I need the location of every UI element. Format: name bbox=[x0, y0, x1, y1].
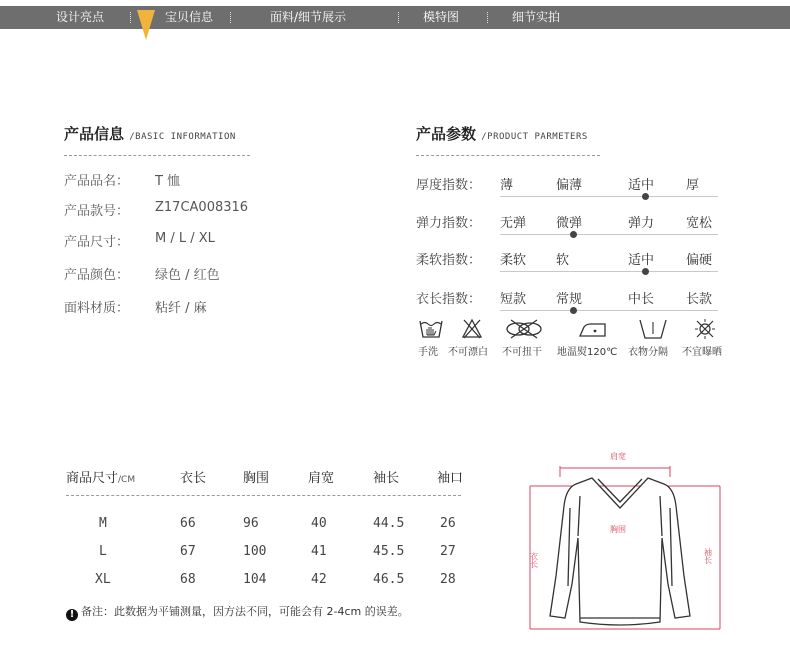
info-row-size bbox=[64, 231, 215, 250]
measure-cell: 100 bbox=[243, 544, 267, 559]
shoulder-label: 肩宽 bbox=[610, 452, 626, 461]
nav-separator bbox=[398, 12, 399, 23]
param-option: 短款 bbox=[500, 292, 527, 307]
param-option: 厚 bbox=[686, 178, 700, 193]
sleeve-label: 袖长 bbox=[703, 548, 713, 564]
param-scale-line bbox=[500, 271, 718, 272]
param-option: 无弹 bbox=[500, 216, 527, 231]
param-label: 弹力指数： bbox=[416, 216, 482, 231]
param-option: 偏硬 bbox=[686, 253, 713, 268]
measure-cell: 104 bbox=[243, 572, 267, 587]
column-header-length: 衣长 bbox=[180, 471, 207, 486]
measure-cell: 40 bbox=[311, 516, 327, 531]
care-label: 不宜曝晒 bbox=[682, 347, 722, 358]
param-option: 薄 bbox=[500, 178, 514, 193]
param-option: 常规 bbox=[556, 292, 583, 307]
param-option: 宽松 bbox=[686, 216, 713, 231]
divider bbox=[66, 495, 461, 496]
size-unit: /CM bbox=[118, 475, 136, 485]
product-info-subtitle: /BASIC INFORMATION bbox=[129, 132, 236, 142]
measure-cell: 66 bbox=[180, 516, 196, 531]
param-option: 偏薄 bbox=[556, 178, 583, 193]
info-row-name bbox=[64, 170, 181, 189]
info-value: T 恤 bbox=[155, 174, 181, 189]
measurement-note bbox=[66, 603, 409, 621]
nav-separator bbox=[130, 12, 131, 23]
param-option: 柔软 bbox=[500, 253, 527, 268]
care-label: 地温熨120℃ bbox=[557, 347, 618, 358]
info-row-style-no bbox=[64, 200, 249, 219]
column-header-sleeve: 袖长 bbox=[373, 471, 400, 486]
measure-cell: 45.5 bbox=[373, 544, 405, 559]
hand-wash-icon bbox=[419, 318, 443, 340]
info-row-color bbox=[64, 264, 220, 283]
nav-separator bbox=[230, 12, 231, 23]
nav-separator bbox=[487, 12, 488, 23]
param-scale-line bbox=[500, 196, 718, 197]
no-bleach-icon bbox=[461, 318, 483, 340]
column-header-cuff: 袖口 bbox=[437, 471, 464, 486]
measure-cell: 67 bbox=[180, 544, 196, 559]
nav-item-design-highlights[interactable]: 设计亮点 bbox=[56, 10, 105, 24]
measure-cell: 41 bbox=[311, 544, 327, 559]
separate-wash-icon bbox=[637, 318, 669, 340]
size-table-header-label bbox=[66, 467, 135, 486]
divider bbox=[64, 155, 250, 156]
product-info-heading bbox=[64, 123, 236, 144]
garment-measurement-diagram bbox=[520, 446, 730, 636]
param-scale-line bbox=[500, 234, 718, 235]
column-header-shoulder: 肩宽 bbox=[308, 471, 335, 486]
product-params-title: 产品参数 bbox=[416, 125, 477, 143]
info-label: 产品颜色： bbox=[64, 268, 130, 283]
info-label: 产品款号： bbox=[64, 204, 130, 219]
nav-item-fabric-details[interactable]: 面料/细节展示 bbox=[270, 10, 347, 24]
param-option: 弹力 bbox=[628, 216, 655, 231]
no-wring-icon bbox=[504, 318, 544, 340]
size-cell: M bbox=[99, 516, 107, 531]
iron-low-icon bbox=[578, 318, 610, 340]
param-option: 软 bbox=[556, 253, 570, 268]
param-selected-dot bbox=[570, 307, 577, 314]
measure-cell: 96 bbox=[243, 516, 259, 531]
info-label: 产品品名： bbox=[64, 174, 130, 189]
size-cell: L bbox=[99, 544, 107, 559]
info-value: 粘纤 / 麻 bbox=[155, 301, 207, 316]
param-label: 柔软指数： bbox=[416, 253, 482, 268]
measure-cell: 26 bbox=[440, 516, 456, 531]
size-header-label: 商品尺寸 bbox=[66, 471, 119, 486]
column-header-chest: 胸围 bbox=[243, 471, 270, 486]
info-value: Z17CA008316 bbox=[155, 200, 249, 215]
exclamation-icon: ! bbox=[66, 609, 78, 621]
length-label: 衣长 bbox=[529, 552, 539, 568]
product-params-heading bbox=[416, 123, 588, 144]
info-value: 绿色 / 红色 bbox=[155, 268, 220, 283]
shoulder-measure-line bbox=[560, 466, 670, 477]
param-option: 长款 bbox=[686, 292, 713, 307]
care-label: 衣物分隔 bbox=[628, 347, 668, 358]
param-label: 衣长指数： bbox=[416, 292, 482, 307]
nav-item-product-info[interactable]: 宝贝信息 bbox=[165, 10, 214, 24]
note-text: 备注：此数据为平铺测量，因方法不同，可能会有 2-4cm 的误差。 bbox=[81, 605, 409, 618]
measure-cell: 44.5 bbox=[373, 516, 405, 531]
param-label: 厚度指数： bbox=[416, 178, 482, 193]
param-selected-dot bbox=[570, 231, 577, 238]
section-nav-bar bbox=[0, 6, 790, 29]
param-option: 微弹 bbox=[556, 216, 583, 231]
active-section-marker bbox=[137, 10, 155, 40]
nav-item-detail-photos[interactable]: 细节实拍 bbox=[512, 10, 561, 24]
size-cell: XL bbox=[95, 572, 111, 587]
no-sun-dry-icon bbox=[694, 318, 716, 340]
nav-item-model-photos[interactable]: 模特图 bbox=[423, 10, 460, 24]
care-label: 不可扭干 bbox=[502, 347, 542, 358]
info-value: M / L / XL bbox=[155, 231, 215, 246]
param-selected-dot bbox=[642, 268, 649, 275]
measure-cell: 42 bbox=[311, 572, 327, 587]
measure-cell: 28 bbox=[440, 572, 456, 587]
product-info-title: 产品信息 bbox=[64, 125, 125, 143]
param-scale-line bbox=[500, 310, 718, 311]
measure-cell: 46.5 bbox=[373, 572, 405, 587]
shirt-outline bbox=[550, 478, 690, 625]
care-label: 不可漂白 bbox=[448, 347, 488, 358]
param-option: 适中 bbox=[628, 253, 655, 268]
info-label: 产品尺寸： bbox=[64, 235, 130, 250]
param-option: 中长 bbox=[628, 292, 655, 307]
info-row-material bbox=[64, 297, 207, 316]
measure-cell: 68 bbox=[180, 572, 196, 587]
param-option: 适中 bbox=[628, 178, 655, 193]
info-label: 面料材质： bbox=[64, 301, 130, 316]
chest-label: 胸围 bbox=[610, 525, 626, 534]
measure-cell: 27 bbox=[440, 544, 456, 559]
care-label: 手洗 bbox=[418, 347, 438, 358]
param-selected-dot bbox=[642, 193, 649, 200]
divider bbox=[416, 155, 600, 156]
product-params-subtitle: /PRODUCT PARMETERS bbox=[481, 132, 588, 142]
